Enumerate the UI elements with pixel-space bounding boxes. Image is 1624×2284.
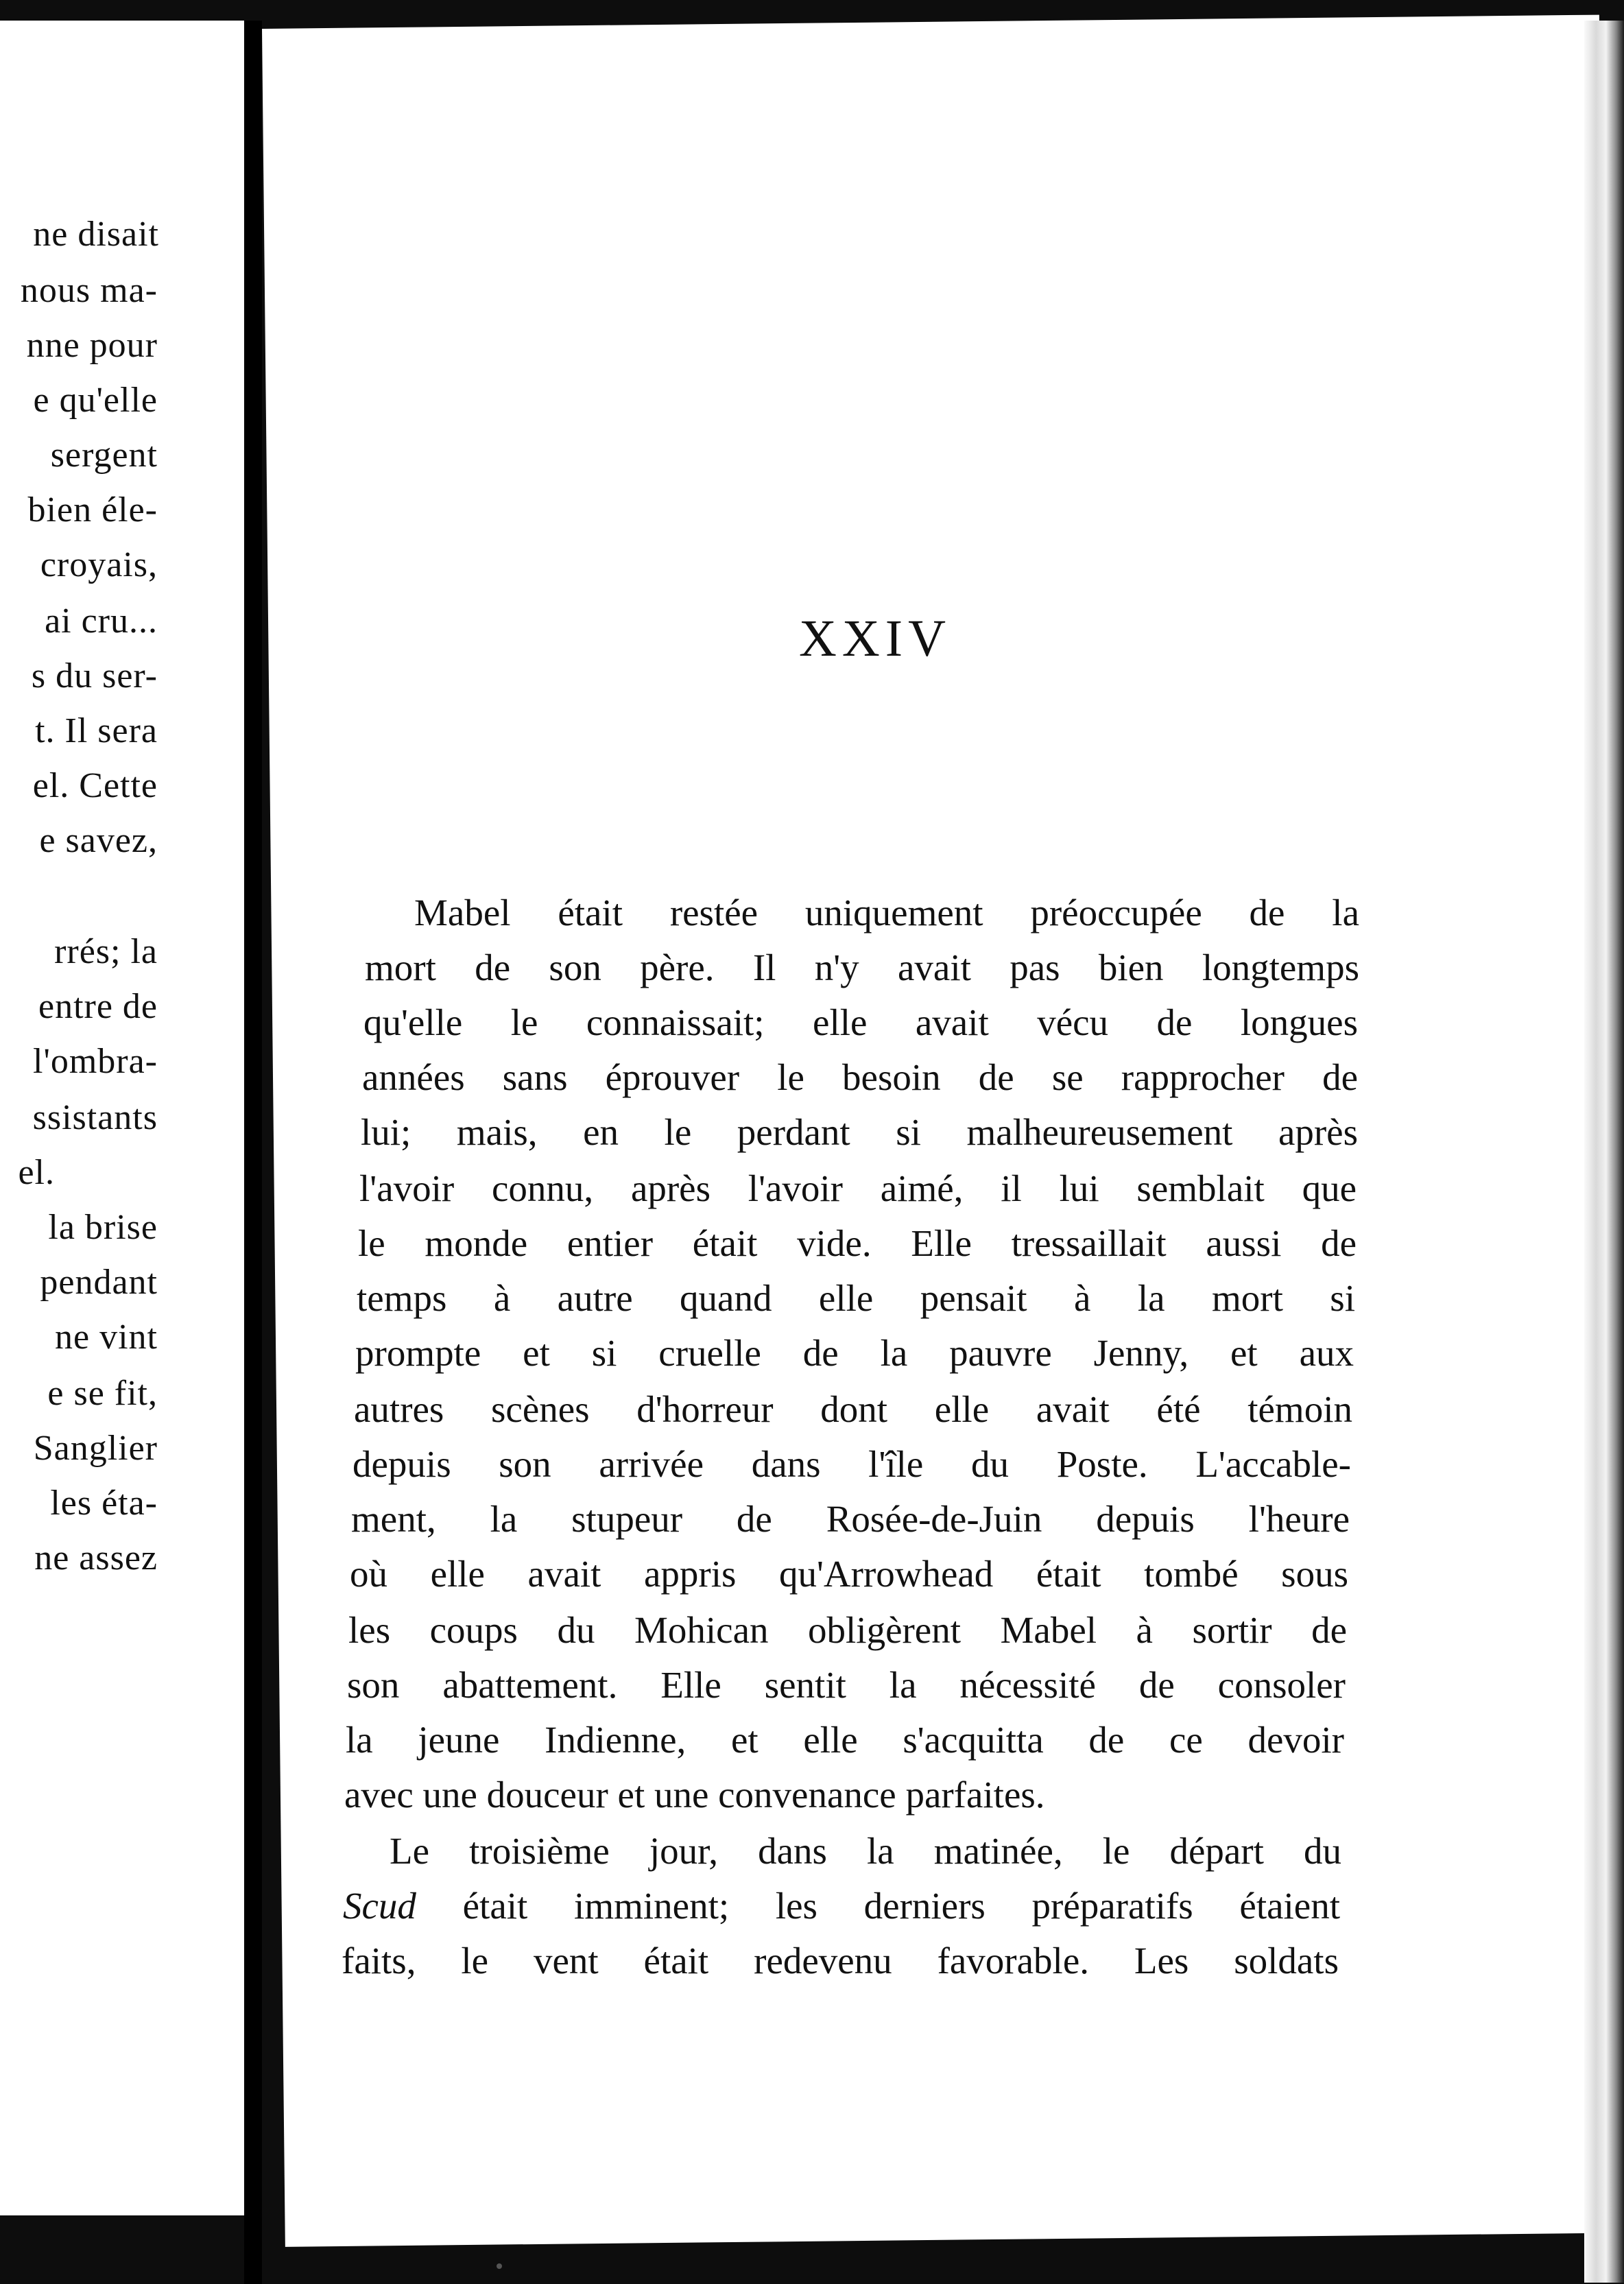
left-page-line: e savez, bbox=[39, 821, 158, 860]
left-page-line: nous ma- bbox=[20, 271, 158, 310]
text-line: le monde entier était vide. Elle tressaillait aussi de bbox=[358, 1222, 1357, 1264]
text-line: temps à autre quand elle pensait à la mort si bbox=[357, 1277, 1355, 1319]
ship-name: Scud bbox=[343, 1885, 416, 1927]
text-line: son abattement. Elle sentit la nécessité de consoler bbox=[347, 1664, 1346, 1706]
left-page-line: sergent bbox=[50, 436, 158, 475]
left-page-line: e se fit, bbox=[47, 1374, 158, 1413]
left-page-line: el. Cette bbox=[32, 766, 158, 805]
left-page-line: la brise bbox=[48, 1208, 158, 1247]
left-page-line: les éta- bbox=[50, 1484, 158, 1523]
left-page-line: el. bbox=[18, 1153, 55, 1192]
left-page-line: e qu'elle bbox=[33, 381, 158, 420]
text-line: ment, la stupeur de Rosée-de-Juin depuis l'heure bbox=[351, 1498, 1350, 1540]
left-page-line: pendant bbox=[40, 1263, 158, 1302]
left-page-line: s du ser- bbox=[31, 656, 158, 695]
page-edge bbox=[1584, 21, 1624, 2283]
text-line: prompte et si cruelle de la pauvre Jenny, et aux bbox=[355, 1332, 1354, 1374]
text-line: les coups du Mohican obligèrent Mabel à sortir de bbox=[348, 1609, 1347, 1651]
left-page-line: bien éle- bbox=[27, 490, 158, 530]
left-page-line: ssistants bbox=[32, 1098, 158, 1137]
text-line: avec une douceur et une convenance parfaites. bbox=[344, 1774, 1045, 1816]
text-line: Le troisième jour, dans la matinée, le départ du bbox=[390, 1830, 1341, 1872]
left-page-line: rrés; la bbox=[54, 932, 158, 971]
left-page-line: entre de bbox=[38, 987, 158, 1026]
text-line: Mabel était restée uniquement préoccupée de la bbox=[414, 892, 1359, 933]
text-line: l'avoir connu, après l'avoir aimé, il lui semblait que bbox=[359, 1167, 1357, 1209]
text-line bbox=[343, 1885, 1340, 1927]
text-line-rest: était imminent; les derniers préparatifs étaient bbox=[416, 1885, 1340, 1927]
text-line: depuis son arrivée dans l'île du Poste. L'accable- bbox=[353, 1443, 1351, 1485]
text-line: la jeune Indienne, et elle s'acquitta de ce devoir bbox=[346, 1719, 1344, 1761]
left-facing-page bbox=[0, 21, 244, 2215]
page-gutter bbox=[244, 21, 262, 2284]
left-page-line: ne vint bbox=[55, 1318, 158, 1357]
text-line: autres scènes d'horreur dont elle avait été témoin bbox=[354, 1388, 1352, 1430]
text-line: années sans éprouver le besoin de se rapprocher de bbox=[362, 1056, 1358, 1098]
text-line: qu'elle le connaissait; elle avait vécu de longues bbox=[363, 1001, 1358, 1043]
left-page-line: l'ombra- bbox=[33, 1042, 158, 1081]
left-page-line: ne assez bbox=[34, 1538, 158, 1578]
left-page-line: ne disait bbox=[33, 215, 159, 254]
left-page-line: Sanglier bbox=[33, 1429, 158, 1468]
text-line: lui; mais, en le perdant si malheureusement après bbox=[361, 1111, 1358, 1153]
ink-speck bbox=[497, 2263, 502, 2269]
text-line: faits, le vent était redevenu favorable. Les soldats bbox=[342, 1940, 1339, 1982]
chapter-title: XXIV bbox=[799, 610, 951, 667]
left-page-line: t. Il sera bbox=[35, 711, 158, 750]
left-page-line: nne pour bbox=[26, 326, 158, 365]
left-page-line: ai cru... bbox=[45, 602, 158, 641]
text-line: mort de son père. Il n'y avait pas bien longtemps bbox=[365, 947, 1359, 988]
text-line: où elle avait appris qu'Arrowhead était tombé sous bbox=[350, 1553, 1348, 1595]
left-page-line: croyais, bbox=[40, 545, 158, 584]
